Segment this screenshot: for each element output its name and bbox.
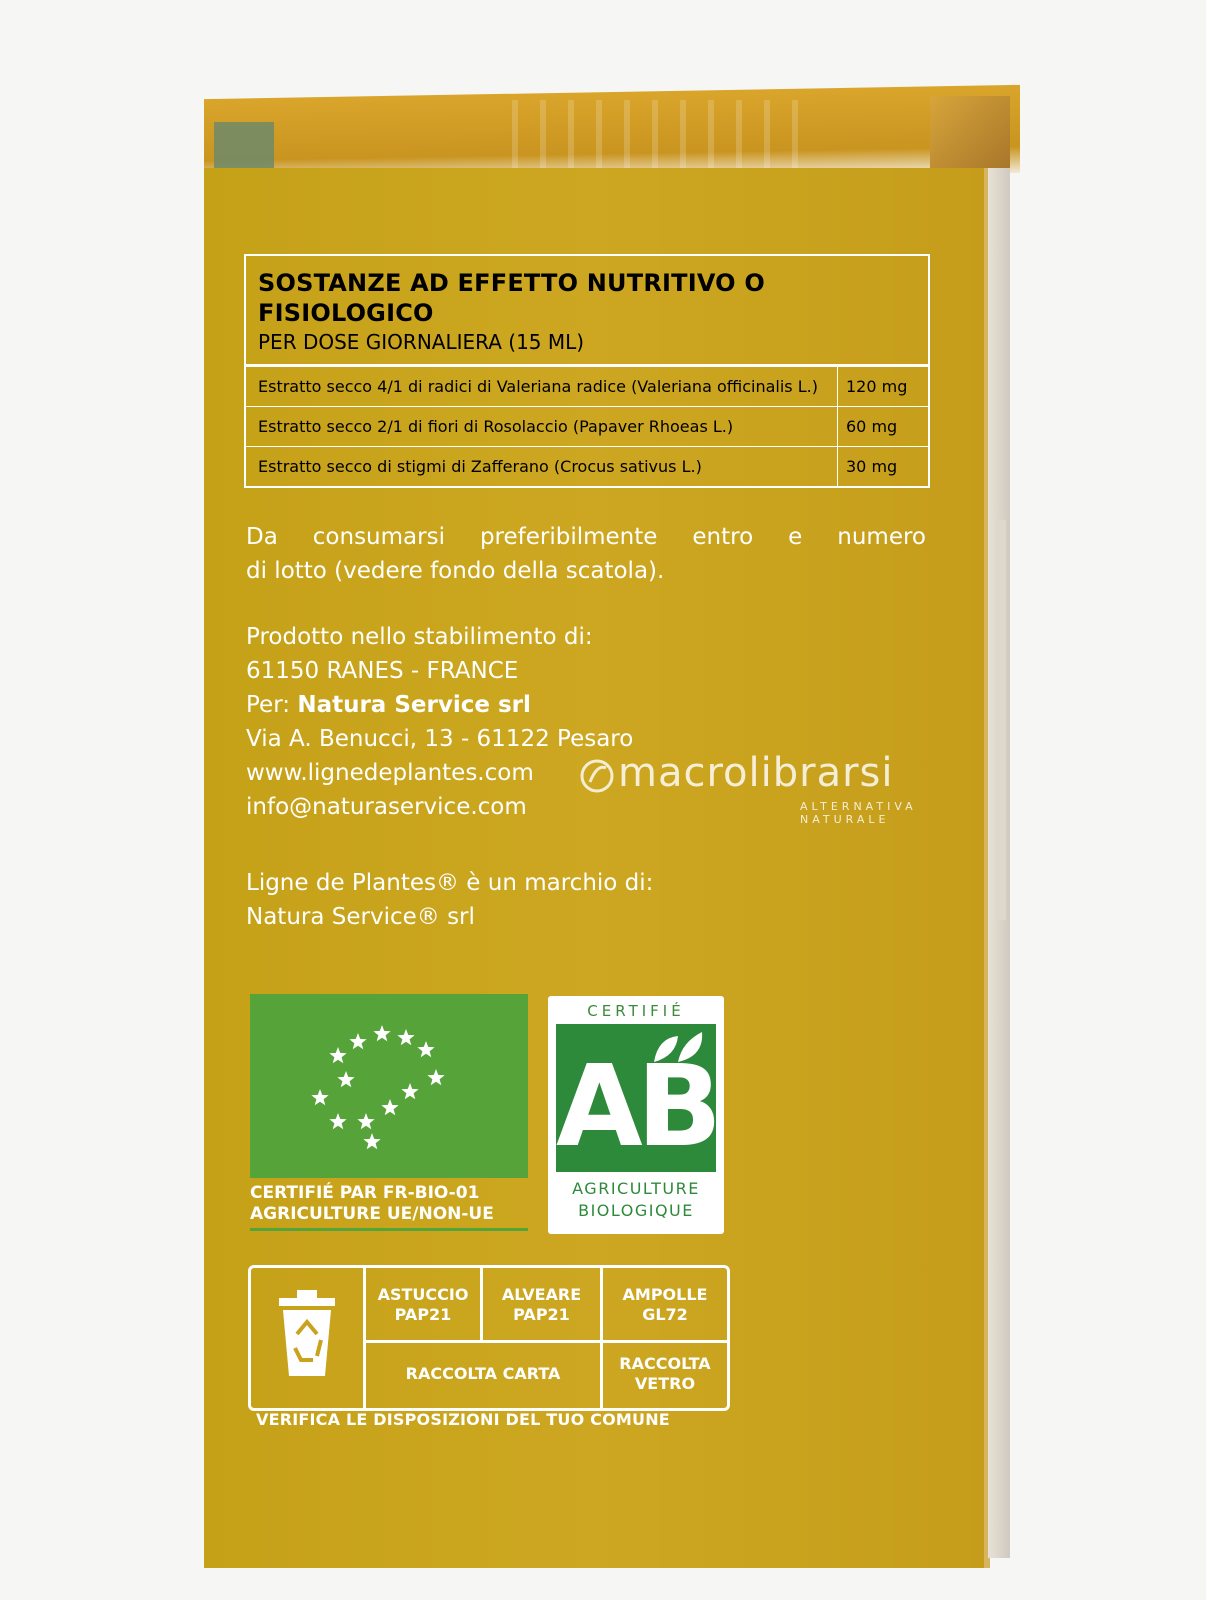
recycle-raccolta-vetro-2: VETRO (634, 1374, 696, 1393)
producer-address: Via A. Benucci, 13 - 61122 Pesaro (246, 726, 634, 752)
eu-star-icon (363, 1133, 380, 1149)
eu-organic-logo (250, 994, 528, 1178)
nutrition-table (244, 254, 930, 488)
nutrition-row-value: 120 mg (846, 377, 908, 396)
nutrition-row (246, 446, 928, 486)
producer-per-line (246, 688, 633, 722)
nutrition-row-name: Estratto secco di stigmi di Zafferano (Crocus sativus L.) (246, 447, 838, 486)
recycle-ampolle: AMPOLLE (622, 1285, 708, 1304)
box-edge-stripe (996, 520, 1006, 920)
eu-star-icon (373, 1025, 390, 1041)
eu-caption-line-2: AGRICULTURE UE/NON-UE (250, 1204, 494, 1224)
eu-star-icon (401, 1083, 418, 1099)
recycle-raccolta-vetro-1: RACCOLTA (619, 1354, 711, 1373)
producer-line-1: Prodotto nello stabilimento di: (246, 624, 593, 650)
eu-star-icon (311, 1089, 328, 1105)
nutrition-row-value: 60 mg (846, 417, 898, 436)
producer-email: info@naturaservice.com (246, 794, 527, 820)
nutrition-row-name: Estratto secco 2/1 di fiori di Rosolaccio (Papaver Rhoeas L.) (246, 407, 838, 446)
ab-agri-line-2: BIOLOGIQUE (578, 1201, 694, 1220)
eu-caption-line-1: CERTIFIÉ PAR FR-BIO-01 (250, 1183, 480, 1203)
trademark-line-1: Ligne de Plantes® è un marchio di: (246, 870, 654, 896)
nutrition-row (246, 366, 928, 406)
eu-star-icon (427, 1069, 444, 1085)
recycle-ampolle-code: GL72 (642, 1305, 688, 1324)
nutrition-header (246, 256, 928, 366)
recycle-bin-icon (251, 1268, 363, 1408)
eu-star-icon (337, 1071, 354, 1087)
nutrition-row-name: Estratto secco 4/1 di radici di Valeriana radice (Valeriana officinalis L.) (246, 367, 838, 406)
producer-website: www.lignedeplantes.com (246, 760, 534, 786)
recycle-cell-ampolle (603, 1274, 727, 1336)
ab-certifie-text: CERTIFIÉ (587, 1002, 685, 1020)
ab-agriculture-text (548, 1178, 724, 1222)
ab-organic-logo (548, 996, 724, 1234)
eu-star-icon (329, 1113, 346, 1129)
producer-block (246, 620, 633, 824)
nutrition-row (246, 406, 928, 446)
producer-company: Natura Service srl (297, 692, 531, 718)
recycle-alveare: ALVEARE (501, 1285, 582, 1304)
macrolibrarsi-watermark (580, 750, 1000, 840)
eu-star-icon (397, 1029, 414, 1045)
expiry-text (246, 520, 926, 588)
eu-star-icon (357, 1113, 374, 1129)
watermark-leaf-icon (580, 756, 614, 796)
recycle-bin-cell (251, 1268, 366, 1408)
ab-letters: AB (556, 1042, 717, 1172)
watermark-subtext: ALTERNATIVA NATURALE (800, 800, 917, 826)
producer-line-2: 61150 RANES - FRANCE (246, 658, 519, 684)
eu-star-icon (329, 1047, 346, 1063)
eu-logo-caption (250, 1183, 494, 1225)
nutrition-subtitle: PER DOSE GIORNALIERA (15 ML) (258, 330, 585, 354)
recycle-cell-vetro (603, 1343, 727, 1405)
nutrition-row-value: 30 mg (846, 457, 898, 476)
expiry-line-2: di lotto (vedere fondo della scatola). (246, 558, 665, 584)
box-top-print (490, 100, 800, 170)
recycle-verify-text: VERIFICA LE DISPOSIZIONI DEL TUO COMUNE (256, 1410, 670, 1429)
ab-green-panel (556, 1024, 716, 1172)
recycle-cell-alveare (483, 1274, 600, 1336)
box-top-fold (930, 96, 1010, 170)
trademark-line-2: Natura Service® srl (246, 904, 475, 930)
eu-star-icon (349, 1033, 366, 1049)
trademark-block (246, 866, 653, 934)
recycle-cell-astuccio (366, 1274, 480, 1336)
nutrition-title: SOSTANZE AD EFFETTO NUTRITIVO O FISIOLOGICO (258, 269, 765, 327)
recycle-astuccio-code: PAP21 (394, 1305, 452, 1324)
expiry-line-1: Da consumarsi preferibilmente entro e numero (246, 524, 926, 550)
eu-leaf-stars-icon (250, 994, 528, 1178)
eu-star-icon (381, 1099, 398, 1115)
recycle-raccolta-carta: RACCOLTA CARTA (405, 1364, 561, 1383)
watermark-text: macrolibrarsi (618, 750, 894, 796)
recycling-table (248, 1265, 730, 1411)
recycle-cell-carta (366, 1343, 600, 1405)
eu-caption-underline (250, 1228, 528, 1231)
eu-star-icon (417, 1041, 434, 1057)
recycle-alveare-code: PAP21 (513, 1305, 570, 1324)
ab-agri-line-1: AGRICULTURE (572, 1179, 700, 1198)
box-top-green-tag (214, 122, 274, 172)
producer-per-label: Per: (246, 692, 291, 718)
recycle-astuccio: ASTUCCIO (377, 1285, 469, 1304)
